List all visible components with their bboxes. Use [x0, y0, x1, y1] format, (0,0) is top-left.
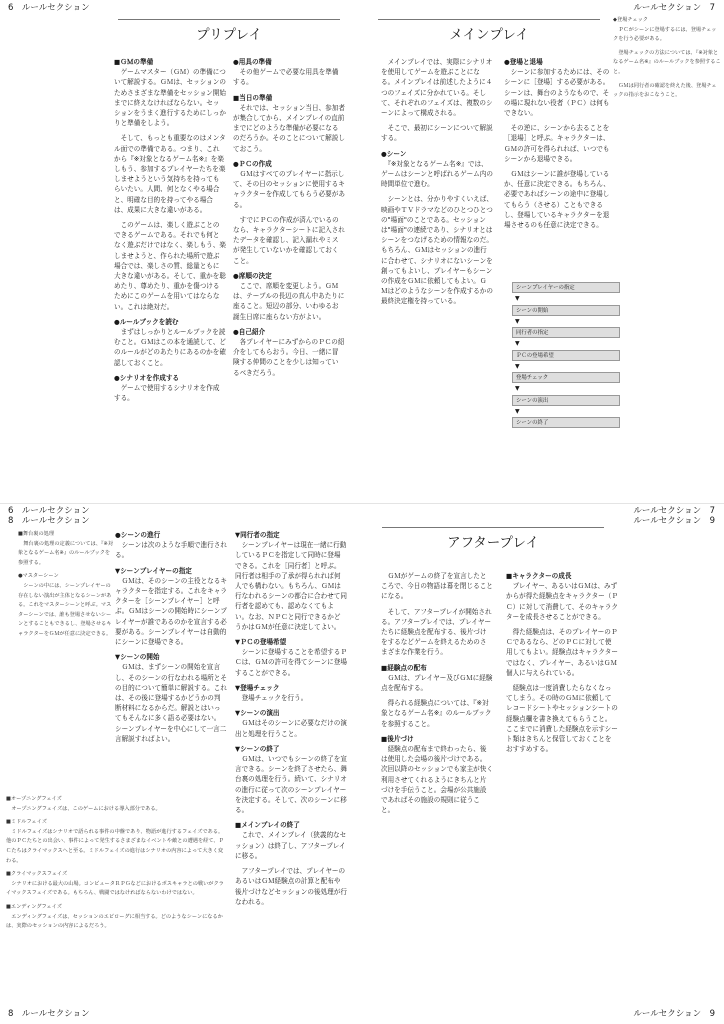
exp-consume-paragraph [506, 683, 618, 754]
section-heading: ●用具の準備 [233, 58, 272, 66]
running-footer-page-9: ルールセクション 9 [633, 1009, 715, 1019]
character-growth-paragraph [506, 571, 618, 622]
section-heading: ●席順の決定 [233, 271, 272, 280]
preplay-pc-check-paragraph [233, 215, 345, 266]
paragraph-text: シーンプレイヤーは現在一緒に行動しているＰＣを指定して同時に登場できる。これを［同行者］と呼ぶ。同行者は相手の了承が得られれば何人でも構わない。もちろん、ＧＭは行なわれるシーンの都合に合わせて同行者を認めても、認めなくてもよい。なお、ＮＰＣと同行できるかどうかはＧＭが任意に決定してよい。 [235, 541, 347, 631]
section-heading: ■メインプレイの終了 [235, 821, 300, 830]
side-note-text: エンディングフェイズは、セッションのエピローグに相当する。どのようなシーンになるかは、実際のセッションの内容によるだろう。 [6, 913, 223, 930]
preplay-scenario-paragraph [114, 373, 226, 404]
flow-step-pc-entry-request: ＰＣの登場希望 [512, 350, 620, 361]
section-heading: ▼シーンプレイヤーの指定 [115, 566, 192, 575]
preplay-day-prep-paragraph [233, 93, 345, 154]
side-note-paragraph [613, 49, 721, 78]
side-note-text: 舞台裏の処理の定義については、『※対象となるゲーム名※』のルールブックを参照する。 [18, 540, 114, 566]
running-header-page-7-repeat: ルールセクション 7 [633, 506, 715, 516]
paragraph-text: 経験点の配布まで終わったら、後は使用した会場の後片づけである。次回以降のセッションでも家主が快く利用させてくれるようにきちんと片づけを手伝うこと。会場が公共施設であればその施設の規則に従うこと。 [381, 745, 493, 815]
running-header-page-9: ルールセクション 9 [633, 516, 715, 526]
section-heading: ▼シーンの開始 [115, 653, 160, 662]
paragraph-text: 各プレイヤーにみずからのＰＣの紹介をしてもらおう。今日、一緒に冒険する仲間のことを少しは知っているべきだろう。 [233, 338, 345, 377]
mainplay-entry-exit-paragraph [504, 57, 612, 118]
afterplay-start-paragraph [381, 607, 493, 658]
page-title-preplay: プリプレイ [118, 19, 340, 43]
paragraph-text: ＧＭはシーンに誰が登場しているか、任意に決定できる。もちろん、必要であればシーンの途中に登場してもらう（させる）こともできるし、登場しているキャラクターを退場させるのも任意に決定できる。 [504, 170, 610, 230]
preplay-enjoy-paragraph [114, 220, 226, 312]
paragraph-text: このゲームは、楽しく遊ぶことのできるゲームである。それでも何となく遊ぶだけではなく、楽しもう、楽しませようと、作られた場所で遊ぶ場合では、楽しさの質、総量ともに大きな違いがある。そして、重かを聡めたり、尊めたり、重かを傷つけるためにこのゲームを用いてはならない。これは絶対だ。 [114, 221, 226, 311]
flow-arrow-down-icon: ▼ [515, 385, 520, 392]
flow-step-scene-player: シーンプレイヤーの指定 [512, 282, 620, 293]
section-heading: ■ＧＭの準備 [114, 58, 154, 66]
paragraph-text: シーンとは、分かりやすくいえば、映画やＴＶドラマなどのひとつひとつの"場面"のことである。セッションは"場面"の連続であり、シナリオとはシーンをつなげるための情報なのだ。もちろん、ＧＭはセッションの進行に合わせて、シナリオにないシーンを創ってもよいし、プレイヤーもシーンの作成をＧＭに依頼してもよい。ＧＭはどのようなシーンを作成するかの最終決定権を持っている。 [381, 195, 493, 306]
paragraph-text: シーンに登場することを希望するＰＣは、ＧＭの許可を得てシーンに登場することができる。 [235, 648, 347, 677]
paragraph-text: その他ゲームで必要な用具を準備する。 [233, 68, 339, 87]
scene-direction-paragraph [235, 708, 347, 739]
section-heading: ▼登場チェック [235, 683, 280, 692]
side-note-paragraph [18, 530, 114, 568]
section-heading: ●シナリオを作成する [114, 373, 180, 382]
paragraph-text: ＧＭはそのシーンに必要なだけの演出と処理を行うこと。 [235, 719, 347, 738]
afterplay-intro-paragraph [381, 571, 493, 602]
scene-player-paragraph [115, 566, 227, 648]
scene-flow-chart [512, 282, 622, 428]
side-note-text: ＧＭは同行者の確認を終えた後、登場チェックの指示をおこなうこと。 [613, 82, 717, 99]
side-note-paragraph [613, 82, 721, 101]
page-gutter-divider [0, 503, 724, 504]
preplay-column-1 [114, 57, 226, 409]
afterplay-column-2 [506, 571, 618, 759]
paragraph-text: メインプレイでは、実際にシナリオを使用してゲームを遊ぶことになる。メインプレイは前述したように４つのフェイズに分かれている。そして、それぞれのフェイズは、複数のシーンによって構成される。 [381, 58, 493, 118]
mainplay-end-paragraph [235, 820, 347, 861]
preplay-rulebook-paragraph [114, 317, 226, 368]
page-title-mainplay: メインプレイ [378, 19, 600, 43]
mainplay-scene-paragraph [381, 149, 493, 190]
side-note-heading: ■ミドルフェイズ [6, 819, 47, 826]
side-note-heading: ●マスターシーン [18, 573, 59, 580]
paragraph-text: アフタープレイでは、プレイヤーのあるいはＧＭ経験点の計算と配布や後片づけなどセッションの後処理が行なわれる。 [235, 867, 347, 906]
phase-note-ending [6, 903, 228, 932]
side-note-text: シーンの中には、シーンプレイヤーの存在しない演出が主体となるシーンがある。これをマスターシーンと呼ぶ。マスターシーンでは、誰も登場させないシーンとすることもできるし、登場させるキャラクターをＧＭが任意に決定できる。 [18, 582, 112, 637]
backstage-side-notes [18, 530, 114, 644]
mainplay-gm-decide-paragraph [504, 169, 612, 230]
scene-progress-column-2 [235, 530, 347, 912]
paragraph-text: 『※対象となるゲーム名※』では、ゲームはシーンと呼ばれるゲーム内の時間単位で進む。 [381, 159, 493, 189]
paragraph-text: そして、アフタープレイが開始される。アフタープレイでは、プレイヤーたちに経験点を配布する、後片づけをするなどゲームを終えるためのさまざまな作業を行う。 [381, 607, 492, 657]
paragraph-text: ここで、席順を変更しよう。ＧＭは、テーブルの長辺の真ん中あたりに座ること。短辺の部分、いわゆるお誕生日席に座らない方がよい。 [233, 282, 345, 321]
flow-step-scene-direction: シーンの演出 [512, 395, 620, 406]
side-note-text: 登場チェックの方法については、『※対象となるゲーム名※』のルールブックを参照すること。 [613, 49, 721, 75]
preplay-gm-prep-paragraph [114, 57, 226, 128]
side-note-heading: ■エンディングフェイズ [6, 903, 62, 910]
exp-reference-paragraph [381, 698, 493, 729]
companion-paragraph [235, 530, 347, 632]
afterplay-column-1 [381, 571, 493, 820]
side-note-text: ミドルフェイズはシナリオで語られる事件の中盤であり、物語が進行するフェイズである。他のＰＣたちとの出会い、事件によって発生するさまざまなイベントや敵との遭遇を経て、ＰＣたちはクライマックスへと至る。ミドルフェイズの進行はシナリオの内容によって大きく変わる。 [6, 828, 224, 864]
flow-step-scene-end: シーンの終了 [512, 417, 620, 428]
side-note-text: オープニングフェイズは、このゲームにおける導入部分である。 [6, 805, 161, 812]
paragraph-text: そして、もっとも重要なのはメンタル面での準備である。つまり、これから『※対象となるゲーム名※』を楽しもう、参加するプレイヤーたちを楽しませようという気持ちを持ってもらいたい。人間、何となくやる場合と、明確な目的を持ってやる場合は、成果に大きな違いがある。 [114, 134, 226, 214]
paragraph-text: 得た経験点は、そのプレイヤーのＰＣであるなら、どのＰＣに対して使用してもよい。経験点はキャラクターではなく、プレイヤー、あるいはＧＭ個人に与えられている。 [506, 628, 618, 677]
cleanup-paragraph [381, 734, 493, 816]
side-note-text: シナリオにおける最大の山場。コンピュータＲＰＧなどにおけるボスキャラとの戦いがクライマックスフェイズである。もちろん、戦闘ではなければならないわけではない。 [6, 880, 224, 897]
phase-notes [6, 795, 228, 936]
side-note-paragraph [18, 572, 114, 639]
flow-arrow-down-icon: ▼ [515, 362, 520, 370]
side-note-heading: ◆登場チェック [613, 17, 648, 23]
section-heading: ●ＰＣの作成 [233, 159, 272, 168]
paragraph-text: ＧＭは、そのシーンの主役となるキャラクターを指定する。これをキャラクターを［シーンプレイヤー］と呼ぶ。ＧＭはシーンの開始時にシーンプレイヤーが誰であるのかを宣言する必要がある。シーンプレイヤーは自動的にシーンに登場できる。 [115, 576, 227, 647]
paragraph-text: プレイヤー、あるいはＧＭは、みずからが得た経験点をキャラクター（ＰＣ）に対して消費して、そのキャラクターを成長させることができる。 [506, 582, 618, 621]
mainplay-scene-lead-paragraph [381, 123, 493, 143]
scene-end-paragraph [235, 744, 347, 815]
entry-check-side-note [613, 16, 721, 105]
phase-note-opening [6, 795, 228, 814]
running-header-page-8: 8 ルールセクション [8, 516, 90, 526]
side-note-heading: ■舞台裏の処理 [18, 531, 55, 537]
preplay-mental-paragraph [114, 133, 226, 215]
paragraph-text: ＧＭは、まずシーンの開始を宣言し、そのシーンの行なわれる場所とその目的について簡単に解説する。これは、その後に登場するかどうかの判断材料になるからだ。解説とはいってもそんなに多く語る必要はない。シーンプレイヤーを中心にして一言二言解説すればよい。 [115, 663, 227, 743]
paragraph-text: これで、メインプレイ（狭義的なセッション）は終了し、アフタープレイに移る。 [235, 831, 347, 860]
paragraph-text: シーンは次のような手順で進行される。 [115, 541, 227, 560]
paragraph-text: すでにＰＣの作成が済んでいるのなら、キャラクターシートに記入されたデータを確認し、記入漏れやミスが発生していないかを確認しておくこと。 [233, 215, 345, 265]
section-heading: ●シーン [381, 149, 407, 158]
paragraph-text: その逆に、シーンから去ることを［退場］と呼ぶ。キャラクターは、ＧＭの許可を得られれば、いつでもシーンから退場できる。 [504, 124, 610, 163]
section-heading: ▼ＰＣの登場希望 [235, 638, 287, 647]
exp-distribution-paragraph [381, 663, 493, 694]
scene-start-paragraph [115, 652, 227, 744]
section-heading: ■当日の準備 [233, 93, 273, 102]
pc-entry-request-paragraph [235, 637, 347, 678]
preplay-pc-create-paragraph [233, 159, 345, 210]
running-header-page-6-repeat: 6 ルールセクション [8, 506, 90, 516]
side-note-heading: ■クライマックスフェイズ [6, 871, 68, 878]
phase-note-climax [6, 870, 228, 899]
exp-usage-paragraph [506, 627, 618, 678]
preplay-seating-paragraph [233, 271, 345, 322]
paragraph-text: まずはしっかりとルールブックを読むこと。ＧＭはこの本を通読して、どのルールがどのあたりにあるのかを確認しておくこと。 [114, 328, 226, 367]
afterplay-transition-paragraph [235, 866, 347, 907]
paragraph-text: ＧＭは、プレイヤー及びＧＭに経験点を配布する。 [381, 673, 493, 693]
mainplay-scene-detail-paragraph [381, 194, 493, 306]
section-heading: ■経験点の配布 [381, 663, 427, 672]
flow-step-companion: 同行者の指定 [512, 327, 620, 338]
section-heading: ■後片づけ [381, 734, 414, 743]
side-note-text: ＰＣがシーンに登場するには、登場チェックを行う必要がある。 [613, 26, 717, 43]
preplay-column-2 [233, 57, 345, 383]
paragraph-text: シーンに参加するためには、そのシーンに［登場］する必要がある。シーンは、舞台のようなもので、その場に現れない役者（ＰＣ）は何もできない。 [504, 68, 610, 118]
paragraph-text: 経験点は一度消費したらなくなってしまう。その時のＧＭに依頼してレコードシートやセッションシートの経験点欄を書き換えてもらうこと。ここまでに消費した経験点を示すシート類はきちんと保管しておくことをおすすめする。 [506, 684, 618, 754]
phase-note-middle [6, 818, 228, 866]
paragraph-text: ゲームマスター（ＧＭ）の準備について解説する。ＧＭは、セッションのためさまざまな準備をセッション開始までに終えなければならない。セッションをうまく進行するためにしっかりと準備をしよう。 [114, 68, 226, 128]
entry-check-paragraph [235, 683, 347, 703]
mainplay-intro-paragraph [381, 57, 493, 118]
section-heading: ●自己紹介 [233, 327, 266, 336]
paragraph-text: 得られる経験点については、『※対象となるゲーム名※』のルールブックを参照すること。 [381, 699, 492, 728]
paragraph-text: それでは、セッション当日、参加者が集合してから、メインプレイの直前までにどのような準備が必要になるのだろうか。そのことについて解説しておこう。 [233, 103, 345, 153]
paragraph-text: そこで、最初にシーンについて解説する。 [381, 124, 493, 143]
mainplay-exit-paragraph [504, 123, 612, 164]
section-heading: ●シーンの進行 [115, 531, 161, 539]
paragraph-text: ＧＭがゲームの終了を宣言したところで、今日の物語は幕を閉じることになる。 [381, 572, 493, 601]
flow-arrow-down-icon: ▼ [515, 407, 520, 415]
section-heading: ●登場と退場 [504, 58, 543, 66]
preplay-tools-paragraph [233, 57, 345, 88]
side-note-heading: ■オープニングフェイズ [6, 796, 62, 802]
side-note-paragraph [613, 16, 721, 45]
flow-arrow-down-icon: ▼ [515, 295, 520, 302]
running-header-page-7: ルールセクション 7 [633, 3, 715, 13]
mainplay-column-1 [381, 57, 493, 312]
flow-arrow-down-icon: ▼ [515, 317, 520, 325]
mainplay-column-2 [504, 57, 612, 235]
section-heading: ▼同行者の指定 [235, 531, 280, 539]
section-heading: ●ルールブックを読む [114, 317, 179, 326]
paragraph-text: ＧＭはすべてのプレイヤーに指示して、その日のセッションに使用するキャラクターを作成してもらう必要がある。 [233, 170, 345, 209]
page-title-afterplay: アフタープレイ [382, 527, 604, 551]
scene-progress-column-1 [115, 530, 227, 749]
running-header-page-6: 6 ルールセクション [8, 3, 90, 13]
preplay-intro-paragraph [233, 327, 345, 378]
section-heading: ■キャラクターの成長 [506, 572, 572, 580]
running-footer-page-8: 8 ルールセクション [8, 1009, 90, 1019]
section-heading: ▼シーンの演出 [235, 709, 280, 718]
section-heading: ▼シーンの終了 [235, 744, 280, 753]
paragraph-text: 登場チェックを行う。 [235, 694, 308, 703]
paragraph-text: ＧＭは、いつでもシーンの終了を宣言できる。シーンを終了させたら、舞台裏の処理を行う。続いて、シナリオの進行に従って次のシーンプレイヤーを決定する。そして、次のシーンに移る。 [235, 755, 347, 815]
scene-progress-paragraph [115, 530, 227, 561]
flow-arrow-down-icon: ▼ [515, 340, 520, 347]
flow-step-entry-check: 登場チェック [512, 372, 620, 383]
flow-step-scene-start: シーンの開始 [512, 305, 620, 316]
paragraph-text: ゲームで使用するシナリオを作成する。 [114, 384, 220, 403]
